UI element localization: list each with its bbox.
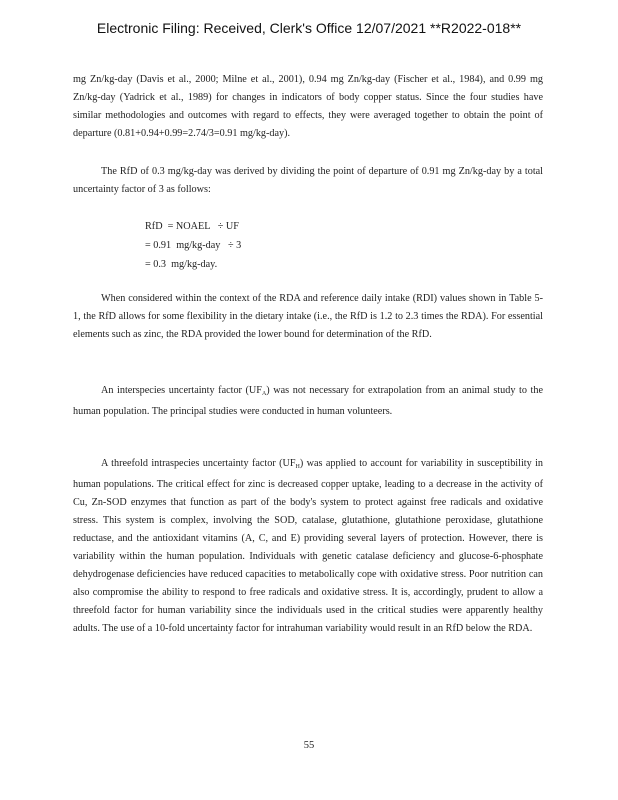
paragraph-4-text <box>73 382 543 421</box>
rfd-equation <box>145 217 241 274</box>
paragraph-1-text: mg Zn/kg-day (Davis et al., 2000; Milne et al., 2001), 0.94 mg Zn/kg-day (Fischer et al., 1984), and 0.99 mg Zn/kg-day (Yadrick et al., 1989) for changes in indicators of body copper status. Since the four studies have similar methodologies and outcomes with regard to effects, they were averaged together to obtain the point of departure (0.81+0.94+0.99=2.74/3=0.91 mg/kg-day). <box>73 74 543 139</box>
paragraph-4-before: An interspecies uncertainty factor (UF <box>101 385 262 396</box>
paragraph-point-of-departure <box>73 71 543 143</box>
uf-a-subscript: A <box>261 391 267 397</box>
paragraph-2-text: The RfD of 0.3 mg/kg-day was derived by dividing the point of departure of 0.91 mg Zn/kg-day by a total uncertainty factor of 3 as follows: <box>73 166 543 195</box>
equation-line-1: RfD = NOAEL ÷ UF <box>145 221 239 232</box>
filing-header: Electronic Filing: Received, Clerk's Office 12/07/2021 **R2022-018** <box>96 20 522 36</box>
equation-line-3: = 0.3 mg/kg-day. <box>145 259 218 270</box>
page-number: 55 <box>303 740 315 751</box>
paragraph-rfd-derivation <box>73 163 543 199</box>
equation-line-2: = 0.91 mg/kg-day ÷ 3 <box>145 240 242 251</box>
paragraph-4-after: ) was not necessary for extrapolation from an animal study to the human population. The principal studies were conducted in human volunteers. <box>73 385 543 417</box>
paragraph-3-text: When considered within the context of the RDA and reference daily intake (RDI) values shown in Table 5-1, the RfD allows for some flexibility in the dietary intake (i.e., the RfD is 1.2 to 2.3 times the RDA). For essential elements such as zinc, the RDA provided the lower bound for determination of the RfD. <box>73 293 543 340</box>
paragraph-5-before: A threefold intraspecies uncertainty factor (UF <box>101 458 296 469</box>
uf-h-subscript: H <box>295 464 300 470</box>
paragraph-5-after: ) was applied to account for variability in susceptibility in human populations. The critical effect for zinc is decreased copper uptake, leading to a decrease in the activity of Cu, Zn-SOD enzymes that function as part of the body's system to protect against free radicals and oxidative stress. This system is complex, involving the SOD, catalase, glutathione, glutathione peroxidase, glutathione reductase, and the antioxidant vitamins (A, C, and E) providing several layers of protection. However, there is variability within the human population. Individuals with genetic catalase deficiency and glucose-6-phosphate dehydrogenase deficiencies have reduced capacities to metabolically cope with oxidative stress. Poor nutrition can also compromise the ability to respond to free radicals and oxidative stress. It is, accordingly, prudent to allow a threefold factor for human variability since the individuals used in the critical studies were apparently healthy adults. The use of a 10-fold uncertainty factor for intrahuman variability would result in an RfD below the RDA. <box>73 458 543 634</box>
paragraph-intraspecies-uf <box>73 455 543 638</box>
paragraph-5-text <box>73 455 543 638</box>
paragraph-rda-context <box>73 290 543 344</box>
paragraph-interspecies-uf <box>73 382 543 421</box>
